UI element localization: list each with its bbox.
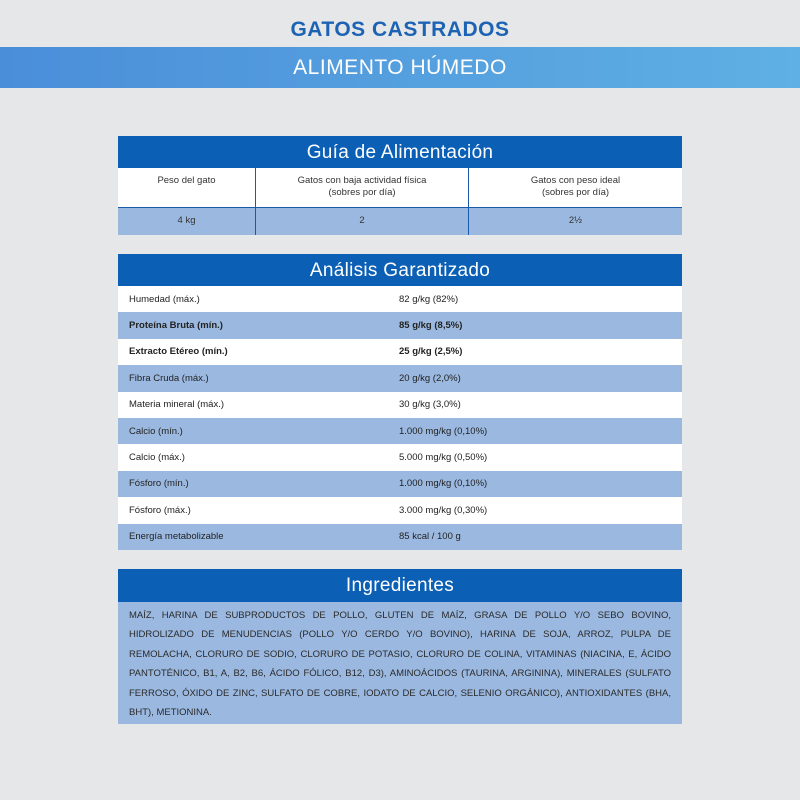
table-row	[118, 418, 682, 444]
table-row	[118, 365, 682, 391]
row-value: 30 g/kg (3,0%)	[399, 399, 461, 411]
row-value: 85 kcal / 100 g	[399, 531, 461, 543]
feeding-guide-header-row	[118, 168, 682, 207]
ingredients-title: Ingredientes	[118, 569, 682, 602]
column-header-ideal-weight: Gatos con peso ideal (sobres por día)	[468, 168, 682, 207]
column-header-low-activity: Gatos con baja actividad física (sobres por día)	[255, 168, 468, 207]
row-label: Fósforo (mín.)	[129, 478, 189, 490]
row-label: Humedad (máx.)	[129, 293, 200, 305]
ingredients-text: MAÍZ, HARINA DE SUBPRODUCTOS DE POLLO, GLUTEN DE MAÍZ, GRASA DE POLLO Y/O SEBO BOVINO, HIDROLIZADO DE MENUDENCIAS (POLLO Y/O CERDO Y/O BOVINO), HARINA DE SOJA, ARROZ, PULPA DE REMOLACHA, CLORURO DE SODIO, CLORURO DE POTASIO, CLORURO DE COLINA, VITAMINAS (NIACINA, E, ÁCIDO PANTOTÉNICO, B1, A, B2, B6, ÁCIDO FÓLICO, B12, D3), AMINOÁCIDOS (TAURINA, ARGININA), MINERALES (SULFATO FERROSO, ÓXIDO DE ZINC, SULFATO DE COBRE, IODATO DE CALCIO, SELENIO ORGÁNICO), ANTIOXIDANTES (BHA, BHT), METIONINA.	[118, 602, 682, 724]
table-row	[118, 286, 682, 312]
row-value: 5.000 mg/kg (0,50%)	[399, 452, 488, 464]
subtitle-band: ALIMENTO HÚMEDO	[0, 47, 800, 88]
feeding-guide-table	[118, 136, 682, 235]
table-row	[118, 444, 682, 470]
column-header-weight: Peso del gato	[157, 175, 216, 186]
row-label: Energía metabolizable	[129, 531, 224, 543]
row-value: 1.000 mg/kg (0,10%)	[399, 425, 488, 437]
row-label: Proteína Bruta (mín.)	[129, 320, 223, 332]
row-value: 82 g/kg (82%)	[399, 293, 459, 305]
row-value: 25 g/kg (2,5%)	[399, 346, 463, 358]
analysis-title: Análisis Garantizado	[118, 254, 682, 286]
row-label: Fibra Cruda (máx.)	[129, 372, 209, 384]
row-label: Calcio (mín.)	[129, 425, 183, 437]
feeding-guide-title: Guía de Alimentación	[118, 136, 682, 168]
cell-weight: 4 kg	[177, 215, 196, 226]
row-label: Calcio (máx.)	[129, 452, 185, 464]
table-row	[118, 524, 682, 550]
table-row	[118, 339, 682, 365]
table-row	[118, 392, 682, 418]
row-value: 85 g/kg (8,5%)	[399, 320, 463, 332]
table-row	[118, 497, 682, 523]
row-value: 1.000 mg/kg (0,10%)	[399, 478, 488, 490]
guaranteed-analysis-table	[118, 254, 682, 550]
cell-ideal-weight: 2½	[468, 208, 682, 235]
feeding-guide-value-row	[118, 207, 682, 235]
ingredients-box	[118, 569, 682, 724]
row-label: Materia mineral (máx.)	[129, 399, 225, 411]
row-label: Fósforo (máx.)	[129, 504, 191, 516]
cell-low-activity: 2	[255, 208, 468, 235]
row-value: 3.000 mg/kg (0,30%)	[399, 504, 488, 516]
table-row	[118, 471, 682, 497]
page-title: GATOS CASTRADOS	[290, 18, 510, 41]
row-label: Extracto Etéreo (mín.)	[129, 346, 228, 358]
row-value: 20 g/kg (2,0%)	[399, 372, 461, 384]
table-row	[118, 312, 682, 338]
